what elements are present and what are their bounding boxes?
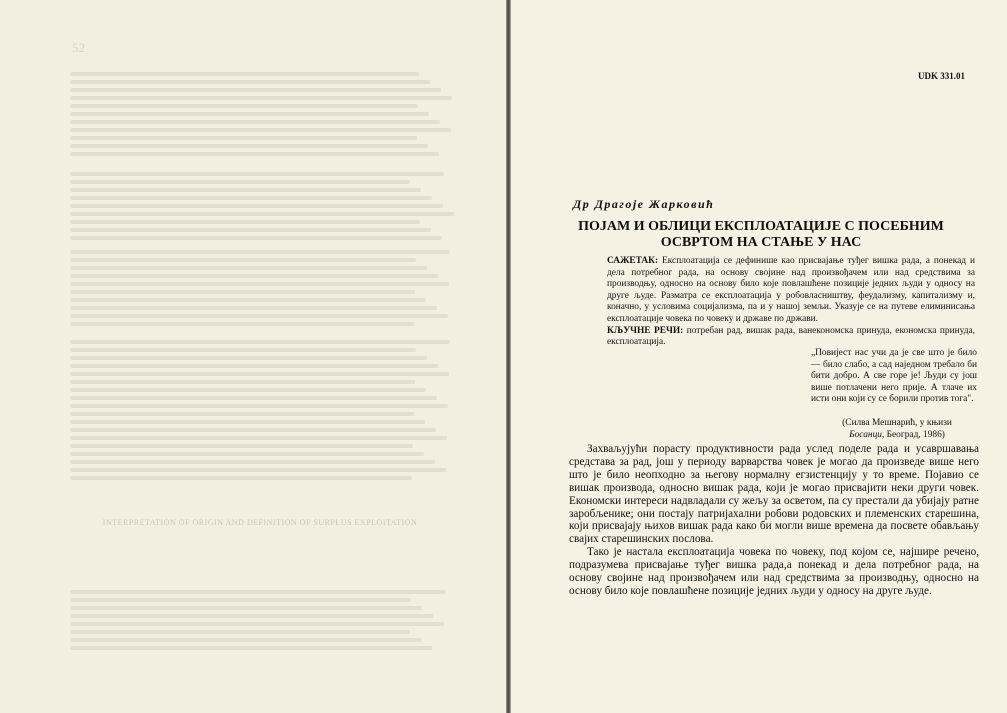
bleed-line [70, 322, 414, 326]
bleed-line [70, 128, 451, 132]
bleed-line [70, 290, 415, 294]
bleed-line [70, 460, 435, 464]
bleed-line [70, 372, 449, 376]
summary-paragraph [595, 256, 975, 326]
bleed-line [70, 436, 447, 440]
bleed-line [70, 444, 413, 448]
bleed-line [70, 606, 422, 610]
bleed-line [70, 348, 416, 352]
bleed-line [70, 404, 448, 408]
bleed-line [70, 144, 428, 148]
bleed-line [70, 220, 420, 224]
page-number: 52 [72, 40, 85, 55]
body-paragraph: Захваљујући порасту продуктивности рада услед поделе рада и усавршавања средстава за рад, још у периоду варварства човек је могао да произведе више него што је било неопходно за његову нормалну егзистенцију у то време. Појавио се вишак производа, односно вишак рада, који је могао присвајити неки други човек. Економски интереси надвладали су жељу за осветом, па су престали да убијају ратне заробљенике; они постају патријахални робови родовских и племенских старешина, који присвајају њихов вишак рада како би могли више времена да посвете обављању свајих старешинских послова. [569, 443, 979, 546]
article-title [551, 219, 971, 251]
bleed-line [70, 250, 450, 254]
bleed-line [70, 340, 450, 344]
bleed-line [70, 236, 442, 240]
udk-code: UDK 331.01 [918, 71, 965, 81]
bleed-line [70, 258, 416, 262]
bleed-line [70, 468, 446, 472]
bleed-line [70, 72, 419, 76]
bleed-line [70, 388, 426, 392]
bleed-line [70, 180, 410, 184]
bleed-line [70, 476, 412, 480]
bleed-line [70, 172, 444, 176]
bleed-line [70, 412, 414, 416]
bleed-line [70, 598, 411, 602]
summary-label: САЖЕТАК: [607, 256, 659, 266]
bleed-line [70, 590, 445, 594]
bleed-line [70, 380, 415, 384]
bleed-line [70, 96, 452, 100]
bleed-line [70, 196, 432, 200]
bleed-line [70, 452, 424, 456]
bleed-line [70, 282, 449, 286]
epigraph-quote: „Повијест нас учи да је све што је било — било слабо, а сад наједном требало би бити добро. А све горе је! Људи су још више потлачени него прије. А тлаче их исти они који су се борили против тога". [811, 348, 977, 404]
title-line-1: ПОЈАМ И ОБЛИЦИ ЕКСПЛОАТАЦИЈЕ С ПОСЕБНИМ [578, 219, 944, 234]
bleed-line [70, 630, 410, 634]
bleed-line [70, 306, 437, 310]
bleed-line [70, 188, 421, 192]
epigraph-source-book: Босанци, [849, 429, 885, 440]
epigraph-source-prefix: (Силва Мешнарић, у књизи [842, 418, 952, 428]
title-line-2: ОСВРТОМ НА СТАЊЕ У НАС [660, 235, 862, 250]
bleed-line [70, 80, 430, 84]
bleed-line [70, 120, 440, 124]
bleed-line [70, 622, 444, 626]
keywords-label: КЉУЧНЕ РЕЧИ: [607, 325, 684, 336]
bleed-line [70, 274, 438, 278]
right-page [511, 0, 1007, 713]
bleed-line [70, 356, 427, 360]
bleed-line [70, 266, 427, 270]
epigraph-source [817, 418, 977, 441]
bleed-line [70, 152, 439, 156]
epigraph-source-suffix: Београд, 1986) [886, 429, 945, 440]
bleed-line [70, 204, 443, 208]
bleed-line [70, 212, 454, 216]
bleed-line [70, 112, 429, 116]
bleed-line [70, 104, 418, 108]
bleed-line [70, 638, 421, 642]
bleed-line [70, 364, 438, 368]
abstract-block [595, 256, 975, 349]
bleed-line [70, 614, 433, 618]
bleed-line [70, 228, 431, 232]
bleed-line [70, 420, 425, 424]
bleed-line [70, 428, 436, 432]
article-body [569, 443, 979, 598]
bleed-line [70, 88, 441, 92]
bleed-line [70, 314, 448, 318]
summary-text: Експлоатација се дефинише као присвајање туђег вишка рада, а понекад и дела потребног рада, на основу својине над произвођачем или над средствима за производњу, односно на основу било које повлашћене позиције једних људи у односу на друге људе. Разматра се експлоатација у робовласништву, феудализму, капитализму и, коначно, у условима социјализма, па и у нашој земљи. Указује се на путеве елиминисања експлоатације човека по човеку и државе по држави. [607, 256, 975, 324]
bleed-line [70, 298, 426, 302]
bleed-line [70, 396, 437, 400]
bleed-line [70, 136, 417, 140]
bleed-through-heading: INTERPRETATION OF ORIGIN AND DEFINITION OF SURPLUS EXPLOITATION [102, 518, 418, 527]
bleed-line [70, 646, 432, 650]
keywords-text: потребан рад, вишак рада, ванекономска принуда, економска принуда, експлоатација. [607, 325, 975, 348]
body-paragraph: Тако је настала експлоатација човека по човеку, под којом се, најшире речено, подразумева присвајање туђег вишка рада,а понекад и дела потребног рада, на основу својине над произвођачем или над средствима за производњу, односно на основу било које повлашћене позиције једних људи у односу на друге људе. [569, 546, 979, 597]
keywords-paragraph [595, 326, 975, 349]
article-author: Др Драгоје Жарковић [573, 197, 715, 211]
